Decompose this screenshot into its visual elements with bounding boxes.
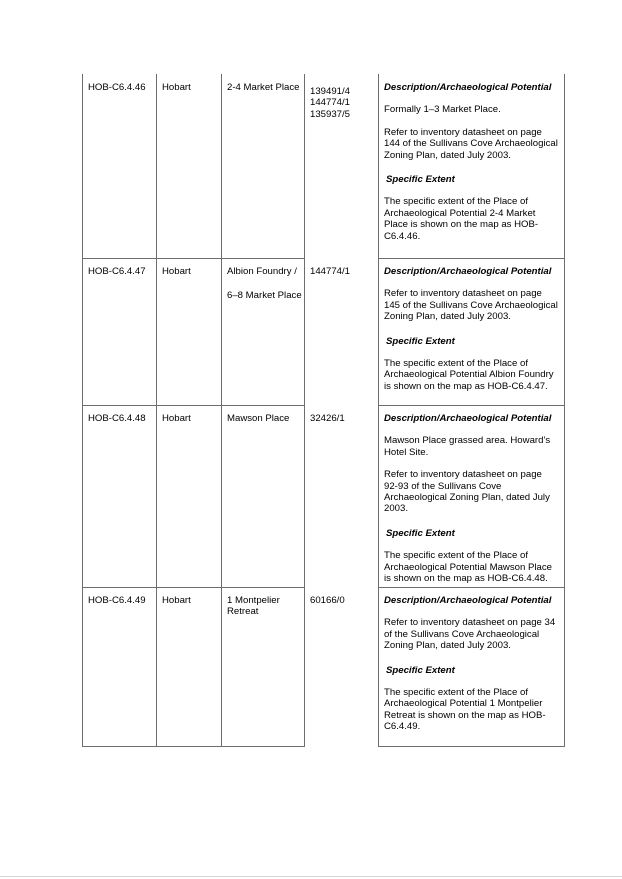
- description-heading: Description/Archaeological Potential: [384, 82, 552, 93]
- title-ref: 32426/1: [310, 413, 345, 424]
- place-id: HOB-C6.4.48: [88, 413, 146, 424]
- town: Hobart: [162, 266, 191, 277]
- table-border-bottom: [378, 746, 565, 747]
- address: [227, 595, 293, 618]
- town: Hobart: [162, 413, 191, 424]
- row-separator: [378, 405, 565, 406]
- title-ref: 139491/4: [310, 86, 351, 97]
- table-border-left: [82, 74, 83, 747]
- title-ref: 60166/0: [310, 595, 345, 606]
- table-border-right: [564, 74, 565, 747]
- table-border-bottom: [82, 746, 305, 747]
- address-line: 6–8 Market Place: [227, 290, 302, 302]
- address-line: Mawson Place: [227, 413, 290, 424]
- page-footer-divider: [0, 876, 622, 877]
- extent-heading: Specific Extent: [386, 664, 455, 676]
- column-divider: [378, 74, 379, 747]
- column-divider: [304, 74, 305, 747]
- title-ref: 135937/5: [310, 108, 351, 120]
- description-cell: [384, 82, 558, 242]
- extent-paragraph: The specific extent of the Place of Archaeological Potential Mawson Place is shown on the map as HOB-C6.4.48.: [384, 550, 552, 585]
- title-references: [310, 413, 376, 424]
- description-paragraph: Mawson Place grassed area. Howard’s Hotel Site.: [384, 435, 551, 458]
- description-paragraph: Refer to inventory datasheet on page 92-93 of the Sullivans Cove Archaeological Zoning Plan, dated July 2003.: [384, 469, 550, 515]
- description-heading: Description/Archaeological Potential: [384, 595, 552, 606]
- row-separator: [82, 405, 305, 406]
- description-paragraph: Refer to inventory datasheet on page 144 of the Sullivans Cove Archaeological Zoning Plan, dated July 2003.: [384, 126, 558, 161]
- title-references: [310, 266, 376, 277]
- address-line: 1 Montpelier Retreat: [227, 595, 280, 618]
- extent-heading: Specific Extent: [386, 527, 455, 539]
- title-references: [310, 595, 376, 606]
- extent-paragraph: The specific extent of the Place of Archaeological Potential Albion Foundry is shown on the map as HOB-C6.4.47.: [384, 358, 554, 392]
- place-id: HOB-C6.4.47: [88, 266, 146, 277]
- description-paragraph: Formally 1–3 Market Place.: [384, 104, 501, 116]
- description-heading: Description/Archaeological Potential: [384, 413, 552, 424]
- description-cell: [384, 595, 558, 733]
- title-ref: 144774/1: [310, 97, 351, 109]
- description-cell: [384, 413, 558, 584]
- address-line: Albion Foundry /: [227, 266, 297, 277]
- column-divider: [221, 74, 222, 747]
- title-ref: 144774/1: [310, 266, 351, 277]
- description-cell: [384, 266, 558, 392]
- place-id: HOB-C6.4.46: [88, 82, 146, 93]
- row-separator: [378, 258, 565, 259]
- place-id: HOB-C6.4.49: [88, 595, 146, 606]
- town: Hobart: [162, 82, 191, 93]
- extent-heading: Specific Extent: [386, 174, 455, 186]
- extent-paragraph: The specific extent of the Place of Archaeological Potential 2-4 Market Place is shown on the map as HOB-C6.4.46.: [384, 196, 539, 242]
- address: [227, 266, 303, 302]
- address-line: 2-4 Market Place: [227, 82, 300, 93]
- description-heading: Description/Archaeological Potential: [384, 266, 552, 277]
- extent-heading: Specific Extent: [386, 335, 455, 347]
- title-references: [310, 86, 376, 120]
- row-separator: [82, 587, 305, 588]
- address: [227, 413, 303, 424]
- column-divider: [156, 74, 157, 747]
- row-separator: [82, 258, 305, 259]
- description-paragraph: Refer to inventory datasheet on page 145 of the Sullivans Cove Archaeological Zoning Plan, dated July 2003.: [384, 288, 558, 323]
- address: [227, 82, 303, 93]
- town: Hobart: [162, 595, 191, 606]
- row-separator: [378, 587, 565, 588]
- description-paragraph: Refer to inventory datasheet on page 34 of the Sullivans Cove Archaeological Zoning Plan, dated July 2003.: [384, 617, 556, 652]
- extent-paragraph: The specific extent of the Place of Archaeological Potential 1 Montpelier Retreat is shown on the map as HOB-C6.4.49.: [384, 687, 546, 733]
